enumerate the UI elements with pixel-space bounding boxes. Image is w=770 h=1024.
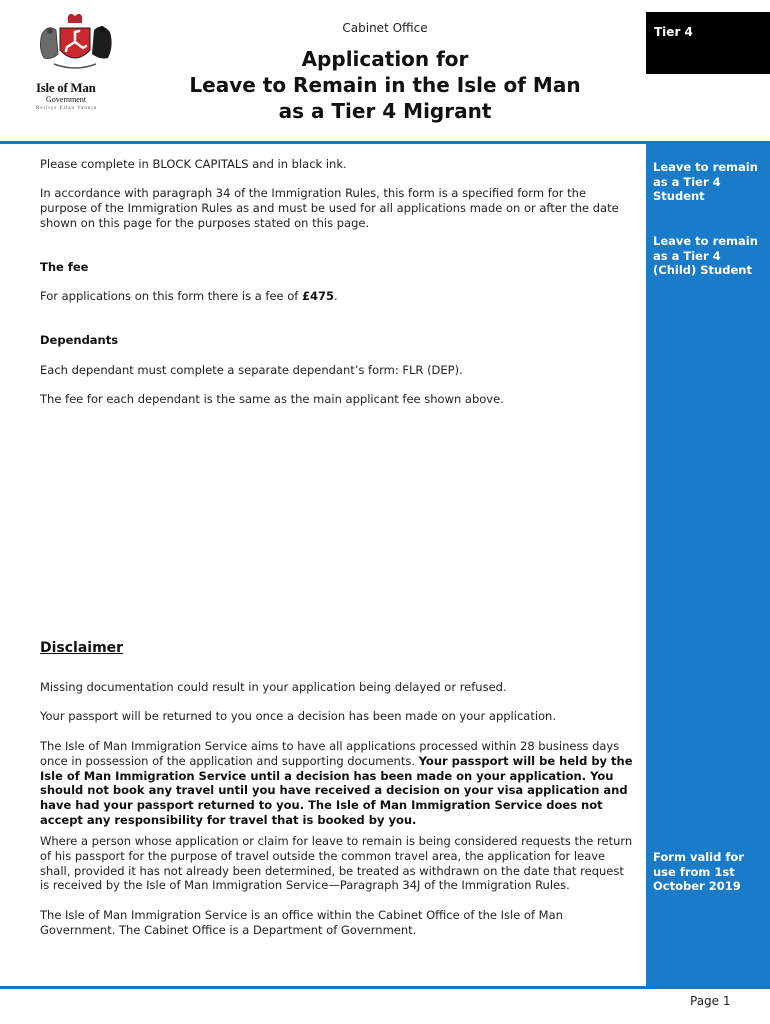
sidebar-category-student: Leave to remain as a Tier 4 Student	[653, 160, 758, 204]
footer-divider	[0, 986, 770, 989]
page-title	[160, 46, 610, 124]
title-line-2: Leave to Remain in the Isle of Man	[189, 73, 581, 97]
logo-wordmark: Isle of Man	[36, 80, 96, 95]
tier-badge	[646, 12, 770, 74]
disclaimer-paragraph-1: Missing documentation could result in your application being delayed or refused.	[40, 680, 507, 694]
fee-suffix: .	[334, 289, 338, 303]
processing-time-text: The Isle of Man Immigration Service aims to have all applications processed within 28 business days once in possession of the application and supporting documents.	[40, 739, 620, 768]
fee-prefix: For applications on this form there is a fee of	[40, 289, 303, 303]
dependants-heading: Dependants	[40, 333, 119, 347]
rules-paragraph: In accordance with paragraph 34 of the Immigration Rules, this form is a specified form for the purpose of the Immigration Rules as and must be used for all applications made on or after the date shown on this page for the purposes stated on this page.	[40, 186, 619, 230]
fee-paragraph	[40, 289, 636, 304]
fee-amount: £475	[302, 289, 335, 303]
fee-heading: The fee	[40, 260, 89, 274]
sidebar-category-child-student: Leave to remain as a Tier 4 (Child) Student	[653, 234, 758, 278]
title-line-3: as a Tier 4 Migrant	[278, 99, 492, 123]
disclaimer-paragraph-4: Where a person whose application or claim for leave to remain is being considered requests the return of his passport for the purpose of travel outside the common travel area, the application for leave shall, provided it has not already been determined, be treated as withdrawn on the date that request is received by the Isle of Man Immigration Service—Paragraph 34J of the Immigration Rules.	[40, 834, 633, 893]
sidebar-validity-note: Form valid for use from 1st October 2019	[653, 850, 744, 894]
crest-icon	[30, 14, 120, 80]
page-number: Page 1	[690, 994, 731, 1008]
dependants-form-note: Each dependant must complete a separate dependant’s form: FLR (DEP).	[40, 363, 463, 377]
department-name: Cabinet Office	[342, 21, 428, 35]
logo-motto: Reiltys Ellan Vannin	[36, 106, 98, 111]
disclaimer-paragraph-5: The Isle of Man Immigration Service is an office within the Cabinet Office of the Isle of Man Government. The Cabinet Office is a Department of Government.	[40, 908, 563, 937]
dependants-fee-note: The fee for each dependant is the same as the main applicant fee shown above.	[40, 392, 504, 406]
title-line-1: Application for	[301, 47, 469, 71]
instructions-text: Please complete in BLOCK CAPITALS and in black ink.	[40, 157, 347, 171]
passport-warning-text: Your passport will be held by the Isle of Man Immigration Service until a decision has been made on your application. You should not book any travel until you have received a decision on your visa application and have had your passport returned to you. The Isle of Man Immigration Service does not accept any responsibility for travel that is booked by you.	[40, 753, 633, 827]
logo-subtitle: Government	[46, 95, 86, 104]
disclaimer-paragraph-2: Your passport will be returned to you once a decision has been made on your application.	[40, 709, 557, 723]
tier-badge-label: Tier 4	[654, 25, 693, 39]
disclaimer-paragraph-3	[40, 739, 636, 828]
disclaimer-heading: Disclaimer	[40, 640, 124, 656]
